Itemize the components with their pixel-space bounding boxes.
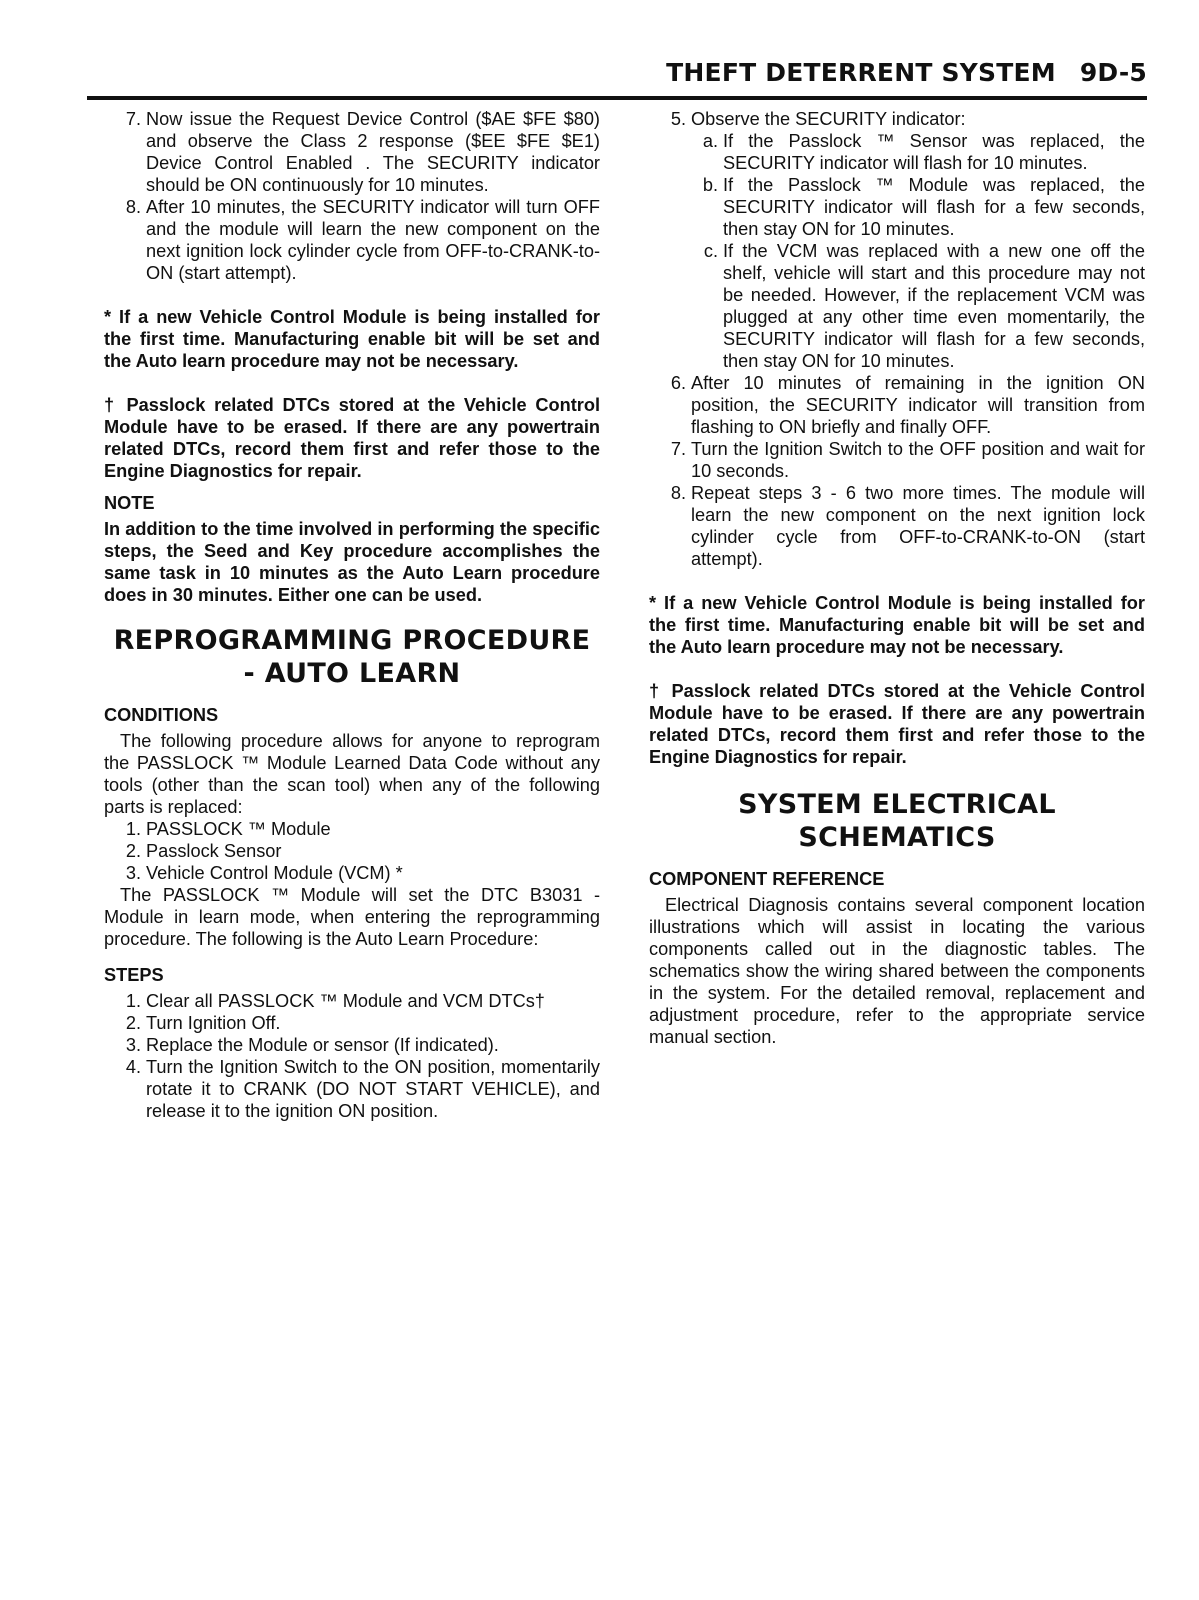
left-column [104,108,600,1122]
component-reference-text: Electrical Diagnosis contains several component location illustrations which will assist in locating the various components called out in the diagnostic tables. The schematics show the wiring shared between the components in the system. For the detailed removal, replacement and adjustment procedure, refer to the appropriate service manual section. [649,895,1145,1047]
list-item [104,1012,600,1034]
section-title-line-1: REPROGRAMMING PROCEDURE [113,625,591,656]
list-item [649,108,1145,130]
list-text: Turn Ignition Off. [146,1013,281,1033]
section-title-line-2: - AUTO LEARN [243,658,461,689]
section-title-line-1: SYSTEM ELECTRICAL [738,789,1056,820]
list-number: 6. [670,373,686,393]
list-text: Replace the Module or sensor (If indicated). [146,1035,499,1055]
right-column [649,108,1145,1048]
list-number: 1. [125,819,141,839]
section-title-reprogramming [104,624,600,690]
list-text: If the VCM was replaced with a new one off the shelf, vehicle will start and this procedure may not be needed. However, if the replacement VCM was plugged at any other time even momentarily, the SECURITY indicator will flash for a few seconds, then stay ON for 10 minutes. [723,241,1145,371]
list-letter: c. [703,241,718,261]
list-text: Now issue the Request Device Control ($AE $FE $80) and observe the Class 2 response ($EE $FE $E1) Device Control Enabled . The SECURITY indicator should be ON continuously for 10 minutes. [146,109,600,195]
component-reference-heading: COMPONENT REFERENCE [649,869,885,889]
list-item [104,1034,600,1056]
steps-heading: STEPS [104,965,164,985]
sub-list-item [649,130,1145,174]
header-page-number: 9D-5 [1079,58,1147,87]
list-text: Clear all PASSLOCK ™ Module and VCM DTCs† [146,991,545,1011]
list-text: Turn the Ignition Switch to the ON position, momentarily rotate it to CRANK (DO NOT START VEHICLE), and release it to the ignition ON position. [146,1057,600,1121]
note-passlock-dtcs: † Passlock related DTCs stored at the Vehicle Control Module have to be erased. If there are any powertrain related DTCs, record them first and refer those to the Engine Diagnostics for repair. [104,395,600,481]
list-item [104,862,600,884]
list-number: 1. [125,991,141,1011]
page-header [87,58,1147,100]
list-item [649,372,1145,438]
list-text: Passlock Sensor [146,841,282,861]
list-number: 3. [125,1035,141,1055]
header-title [666,58,1147,87]
list-text: Observe the SECURITY indicator: [691,109,966,129]
note-new-vcm: * If a new Vehicle Control Module is being installed for the first time. Manufacturing enable bit will be set and the Auto learn procedure may not be necessary. [649,593,1145,657]
list-item [104,1056,600,1122]
note-label: NOTE [104,493,155,513]
conditions-heading: CONDITIONS [104,705,219,725]
conditions-text: The following procedure allows for anyone to reprogram the PASSLOCK ™ Module Learned Data Code without any tools (other than the scan tool) when any of the following parts is replaced: [104,731,600,817]
list-number: 5. [670,109,686,129]
list-number: 8. [670,483,686,503]
list-letter: a. [702,131,718,151]
section-title-schematics [649,788,1145,854]
list-number: 7. [125,109,141,129]
list-item [104,840,600,862]
list-number: 8. [125,197,141,217]
section-title-line-2: SCHEMATICS [798,822,996,853]
list-number: 3. [125,863,141,883]
list-item [104,990,600,1012]
note-passlock-dtcs: † Passlock related DTCs stored at the Vehicle Control Module have to be erased. If there are any powertrain related DTCs, record them first and refer those to the Engine Diagnostics for repair. [649,681,1145,767]
list-text: Vehicle Control Module (VCM) * [146,863,403,883]
sub-list-item [649,240,1145,372]
list-number: 2. [125,1013,141,1033]
list-text: If the Passlock ™ Sensor was replaced, the SECURITY indicator will flash for 10 minutes. [723,131,1145,173]
list-letter: b. [702,175,718,195]
list-item [104,108,600,196]
list-item [104,818,600,840]
dtc-text: The PASSLOCK ™ Module will set the DTC B3031 - Module in learn mode, when entering the reprogramming procedure. The following is the Auto Learn Procedure: [104,885,600,949]
note-new-vcm: * If a new Vehicle Control Module is being installed for the first time. Manufacturing enable bit will be set and the Auto learn procedure may not be necessary. [104,307,600,371]
list-text: PASSLOCK ™ Module [146,819,331,839]
header-system-title: THEFT DETERRENT SYSTEM [666,58,1056,87]
list-number: 4. [125,1057,141,1077]
list-item [649,438,1145,482]
sub-list-item [649,174,1145,240]
list-text: Turn the Ignition Switch to the OFF position and wait for 10 seconds. [691,439,1145,481]
list-text: If the Passlock ™ Module was replaced, the SECURITY indicator will flash for a few seconds, then stay ON for 10 minutes. [723,175,1145,239]
list-text: Repeat steps 3 - 6 two more times. The module will learn the new component on the next ignition lock cylinder cycle from OFF-to-CRANK-to-ON (start attempt). [691,483,1145,569]
list-item [104,196,600,284]
list-text: After 10 minutes, the SECURITY indicator will turn OFF and the module will learn the new component on the next ignition lock cylinder cycle from OFF-to-CRANK-to-ON (start attempt). [146,197,600,283]
list-number: 2. [125,841,141,861]
list-text: After 10 minutes of remaining in the ignition ON position, the SECURITY indicator will transition from flashing to ON briefly and finally OFF. [691,373,1145,437]
list-number: 7. [670,439,686,459]
note-text: In addition to the time involved in performing the specific steps, the Seed and Key procedure accomplishes the same task in 10 minutes as the Auto Learn procedure does in 30 minutes. Either one can be used. [104,519,600,605]
list-item [649,482,1145,570]
